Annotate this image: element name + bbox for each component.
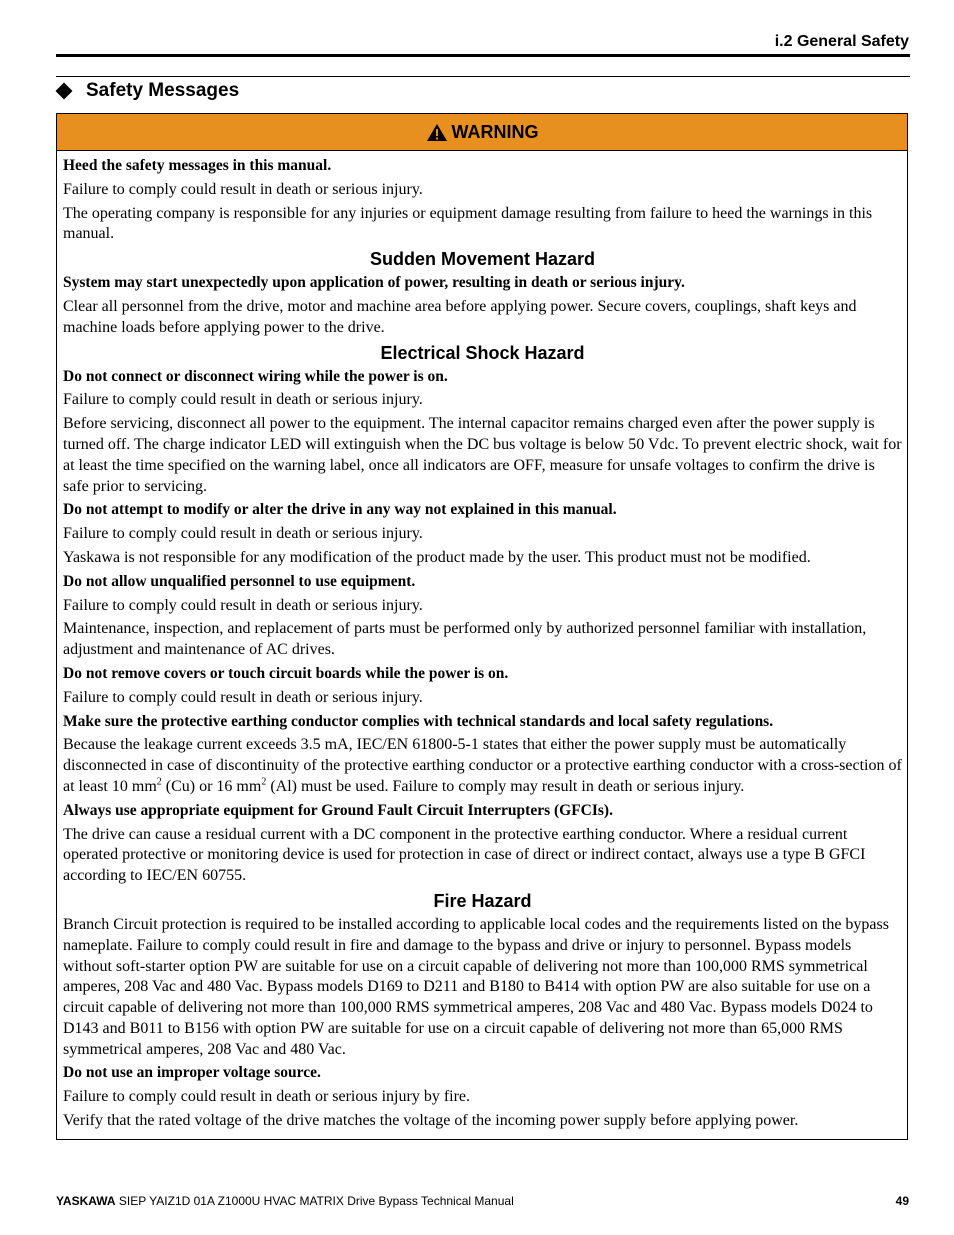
fire-p3: Verify that the rated voltage of the drive matches the voltage of the incoming power supply before applying power.: [63, 1112, 799, 1130]
warning-content: [57, 151, 907, 1132]
shock-b1-p1: Failure to comply could result in death or serious injury.: [63, 391, 423, 409]
shock-b4-p1: Failure to comply could result in death or serious injury.: [63, 688, 423, 706]
intro-p1: Failure to comply could result in death or serious injury.: [63, 180, 423, 198]
sudden-hazard-title: Sudden Movement Hazard: [369, 249, 596, 270]
shock-b5-p1: [63, 735, 902, 797]
shock-b3: Do not allow unqualified personnel to use equipment.: [63, 572, 416, 590]
header-rule-thin: [56, 76, 910, 77]
shock-b2: Do not attempt to modify or alter the drive in any way not explained in this manual.: [63, 501, 617, 519]
diamond-bullet-icon: [56, 83, 73, 100]
shock-b2-p1: Failure to comply could result in death or serious injury.: [63, 525, 423, 543]
shock-b3-p1: Failure to comply could result in death or serious injury.: [63, 596, 423, 614]
fire-p2: Failure to comply could result in death or serious injury by fire.: [63, 1088, 471, 1106]
warning-label: WARNING: [451, 121, 539, 142]
warning-banner: [57, 114, 907, 151]
running-header-section: i.2 General Safety: [774, 33, 909, 50]
shock-b6-p1: The drive can cause a residual current with a DC component in the protective earthing conductor. Where a residual current operated protective or monitoring device is used for protection in case of direct or indirect contact, always use a type B GFCI according to IEC/EN 60755.: [63, 825, 866, 885]
footer-brand: YASKAWA: [56, 1194, 116, 1208]
warning-triangle-icon: [426, 123, 448, 142]
superscript-2: 2: [156, 776, 162, 788]
page-footer: [56, 1194, 909, 1208]
header-rule: [56, 54, 910, 57]
intro-p2: The operating company is responsible for any injuries or equipment damage resulting from failure to heed the warnings in this manual.: [63, 204, 873, 243]
fire-p1: Branch Circuit protection is required to be installed according to applicable local codes and the requirements listed on the bypass nameplate. Failure to comply could result in fire and damage to the bypass and drive or injury to personnel. Bypass models without soft-starter option PW are suitable for use on a circuit capable of delivering not more than 100,000 RMS symmetrical amperes, 208 Vac and 480 Vac. Bypass models D169 to D211 and B180 to B414 with option PW are also suitable for use on a circuit capable of delivering not more than 100,000 RMS symmetrical amperes, 208 Vac and 480 Vac. Bypass models D024 to D143 and B011 to B156 with option PW are suitable for use on a circuit capable of delivering not more than 65,000 RMS symmetrical amperes, 208 Vac and 480 Vac.: [63, 915, 889, 1058]
shock-b1: Do not connect or disconnect wiring while the power is on.: [63, 367, 448, 385]
shock-b5-p1b: (Cu) or 16 mm: [161, 777, 262, 795]
section-heading: [56, 80, 239, 102]
shock-b5-p1a: Because the leakage current exceeds 3.5 mA, IEC/EN 61800-5-1 states that either the power supply must be automatically disconnected in case of discontinuity of the protective earthing conductor or a protective earthing conductor with a cross-section of at least 10 mm: [63, 736, 902, 795]
shock-b5: Make sure the protective earthing conductor complies with technical standards and local safety regulations.: [63, 712, 774, 730]
footer-doc-title: [56, 1194, 514, 1208]
intro-bold: Heed the safety messages in this manual.: [63, 157, 332, 174]
shock-b5-p1c: (Al) must be used. Failure to comply may result in death or serious injury.: [266, 777, 745, 795]
shock-b2-p2: Yaskawa is not responsible for any modification of the product made by the user. This product must not be modified.: [63, 548, 811, 566]
superscript-2: 2: [261, 776, 267, 788]
shock-b3-p2: Maintenance, inspection, and replacement of parts must be performed only by authorized personnel familiar with installation, adjustment and maintenance of AC drives.: [63, 620, 867, 659]
shock-b4: Do not remove covers or touch circuit boards while the power is on.: [63, 664, 509, 682]
footer-doc: SIEP YAIZ1D 01A Z1000U HVAC MATRIX Drive Bypass Technical Manual: [115, 1194, 514, 1208]
shock-b6: Always use appropriate equipment for Ground Fault Circuit Interrupters (GFCIs).: [63, 801, 613, 819]
warning-box: [56, 113, 908, 1140]
fire-hazard-title: Fire Hazard: [433, 890, 532, 911]
section-title: Safety Messages: [86, 80, 240, 101]
page-number: 49: [895, 1194, 909, 1208]
fire-bold: Do not use an improper voltage source.: [63, 1064, 321, 1082]
shock-hazard-title: Electrical Shock Hazard: [380, 342, 585, 363]
shock-b1-p2: Before servicing, disconnect all power to the equipment. The internal capacitor remains charged even after the power supply is turned off. The charge indicator LED will extinguish when the DC bus voltage is below 50 Vdc. To prevent electric shock, wait for at least the time specified on the warning label, once all indicators are OFF, measure for unsafe voltages to confirm the drive is safe prior to servicing.: [63, 415, 902, 495]
sudden-p1: Clear all personnel from the drive, motor and machine area before applying power. Secure covers, couplings, shaft keys and machine loads before applying power to the drive.: [63, 297, 857, 336]
sudden-bold: System may start unexpectedly upon application of power, resulting in death or serious injury.: [63, 274, 685, 292]
